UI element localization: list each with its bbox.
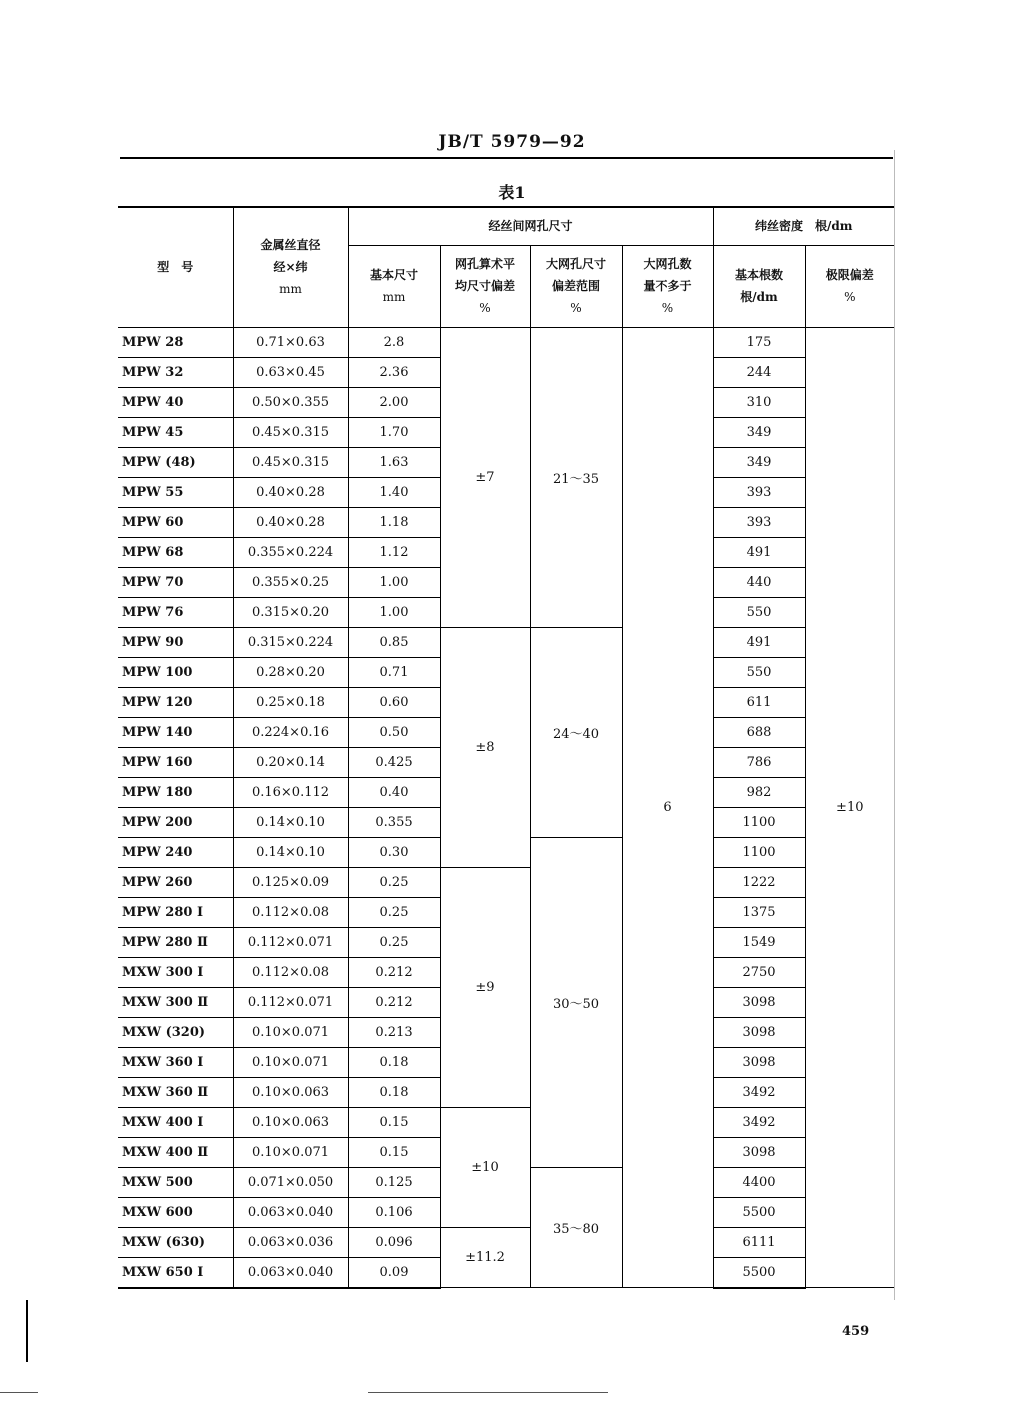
header-basic-count-unit: 根/dm [740, 290, 778, 304]
header-limit-deviation-line1: 极限偏差 [825, 268, 874, 282]
basic-size-cell: 0.355 [348, 807, 440, 837]
wire-diameter-cell: 0.112×0.071 [233, 927, 348, 957]
basic-count-cell: 3492 [713, 1107, 805, 1137]
basic-size-cell: 2.00 [348, 387, 440, 417]
wire-diameter-cell: 0.10×0.071 [233, 1017, 348, 1047]
table-row [118, 1227, 894, 1257]
avg-deviation-cell: ±7 [440, 327, 530, 627]
basic-size-cell: 1.40 [348, 477, 440, 507]
basic-count-cell: 4400 [713, 1167, 805, 1197]
document-header: JB/T 5979—92 [438, 132, 586, 152]
basic-size-cell: 0.25 [348, 897, 440, 927]
basic-size-cell: 0.71 [348, 657, 440, 687]
basic-count-cell: 175 [713, 327, 805, 357]
basic-size-cell: 0.15 [348, 1107, 440, 1137]
bottom-edge-line [368, 1392, 608, 1393]
model-cell: MPW 160 [118, 747, 233, 777]
model-cell: MPW 45 [118, 417, 233, 447]
large-count-cell: 6 [622, 327, 713, 1288]
margin-line [26, 1300, 28, 1362]
model-cell: MXW 300 Ⅰ [118, 957, 233, 987]
basic-size-cell: 2.36 [348, 357, 440, 387]
model-cell: MPW 55 [118, 477, 233, 507]
basic-count-cell: 244 [713, 357, 805, 387]
model-cell: MPW (48) [118, 447, 233, 477]
table-row [118, 867, 894, 897]
header-avg-deviation-unit: % [479, 301, 491, 315]
basic-count-cell: 440 [713, 567, 805, 597]
model-cell: MXW 400 Ⅱ [118, 1137, 233, 1167]
basic-count-cell: 982 [713, 777, 805, 807]
model-cell: MPW 68 [118, 537, 233, 567]
model-cell: MPW 280 Ⅱ [118, 927, 233, 957]
basic-size-cell: 0.09 [348, 1257, 440, 1288]
basic-size-cell: 2.8 [348, 327, 440, 357]
header-basic-count-line1: 基本根数 [735, 268, 784, 282]
model-cell: MXW 400 Ⅰ [118, 1107, 233, 1137]
header-avg-deviation-line2: 均尺寸偏差 [454, 279, 515, 293]
wire-diameter-cell: 0.224×0.16 [233, 717, 348, 747]
model-cell: MPW 76 [118, 597, 233, 627]
model-cell: MPW 90 [118, 627, 233, 657]
header-model: 型 号 [118, 207, 233, 327]
basic-size-cell: 1.63 [348, 447, 440, 477]
basic-size-cell: 0.60 [348, 687, 440, 717]
wire-mesh-spec-table [118, 206, 894, 1289]
basic-size-cell: 0.25 [348, 927, 440, 957]
header-large-deviation [530, 245, 622, 327]
basic-size-cell: 0.50 [348, 717, 440, 747]
model-cell: MPW 240 [118, 837, 233, 867]
wire-diameter-cell: 0.45×0.315 [233, 447, 348, 477]
basic-count-cell: 1100 [713, 837, 805, 867]
model-cell: MPW 70 [118, 567, 233, 597]
basic-count-cell: 310 [713, 387, 805, 417]
basic-size-cell: 0.213 [348, 1017, 440, 1047]
avg-deviation-cell: ±8 [440, 627, 530, 867]
header-avg-deviation-line1: 网孔算术平 [454, 257, 515, 271]
header-large-count-line2: 量不多于 [643, 279, 692, 293]
wire-diameter-cell: 0.16×0.112 [233, 777, 348, 807]
basic-count-cell: 550 [713, 657, 805, 687]
basic-size-cell: 0.425 [348, 747, 440, 777]
basic-size-cell: 0.15 [348, 1137, 440, 1167]
model-cell: MXW 500 [118, 1167, 233, 1197]
model-cell: MPW 180 [118, 777, 233, 807]
basic-size-cell: 0.096 [348, 1227, 440, 1257]
wire-diameter-cell: 0.10×0.071 [233, 1137, 348, 1167]
model-cell: MPW 280 Ⅰ [118, 897, 233, 927]
wire-diameter-cell: 0.71×0.63 [233, 327, 348, 357]
basic-size-cell: 1.18 [348, 507, 440, 537]
header-large-deviation-line2: 偏差范围 [551, 279, 600, 293]
avg-deviation-cell: ±9 [440, 867, 530, 1107]
wire-diameter-cell: 0.20×0.14 [233, 747, 348, 777]
wire-diameter-cell: 0.14×0.10 [233, 837, 348, 867]
large-deviation-cell: 21～35 [530, 327, 622, 627]
wire-diameter-cell: 0.112×0.08 [233, 897, 348, 927]
basic-count-cell: 550 [713, 597, 805, 627]
wire-diameter-cell: 0.315×0.20 [233, 597, 348, 627]
model-cell: MPW 28 [118, 327, 233, 357]
page-edge-line [894, 150, 895, 1300]
page-number: 459 [842, 1324, 870, 1339]
basic-size-cell: 0.212 [348, 987, 440, 1017]
large-deviation-cell: 30～50 [530, 837, 622, 1167]
basic-size-cell: 0.212 [348, 957, 440, 987]
basic-size-cell: 1.70 [348, 417, 440, 447]
basic-size-cell: 0.106 [348, 1197, 440, 1227]
header-limit-deviation [805, 245, 894, 327]
wire-diameter-cell: 0.112×0.071 [233, 987, 348, 1017]
model-cell: MPW 32 [118, 357, 233, 387]
basic-count-cell: 349 [713, 447, 805, 477]
wire-diameter-cell: 0.45×0.315 [233, 417, 348, 447]
model-cell: MXW (320) [118, 1017, 233, 1047]
basic-size-cell: 0.18 [348, 1047, 440, 1077]
basic-size-cell: 1.00 [348, 567, 440, 597]
header-density-group: 纬丝密度 根/dm [713, 207, 894, 245]
header-rule [120, 157, 893, 159]
wire-diameter-cell: 0.63×0.45 [233, 357, 348, 387]
basic-count-cell: 2750 [713, 957, 805, 987]
basic-size-cell: 0.25 [348, 867, 440, 897]
model-cell: MXW 360 Ⅱ [118, 1077, 233, 1107]
wire-diameter-cell: 0.14×0.10 [233, 807, 348, 837]
wire-diameter-cell: 0.40×0.28 [233, 507, 348, 537]
model-cell: MPW 260 [118, 867, 233, 897]
basic-count-cell: 3098 [713, 987, 805, 1017]
wire-diameter-cell: 0.25×0.18 [233, 687, 348, 717]
wire-diameter-cell: 0.063×0.036 [233, 1227, 348, 1257]
header-wire-diameter-line2: 经×纬 [273, 260, 308, 275]
basic-count-cell: 3492 [713, 1077, 805, 1107]
model-cell: MPW 100 [118, 657, 233, 687]
table-body [118, 327, 894, 1288]
wire-diameter-cell: 0.28×0.20 [233, 657, 348, 687]
basic-count-cell: 393 [713, 507, 805, 537]
model-cell: MPW 200 [118, 807, 233, 837]
basic-count-cell: 1375 [713, 897, 805, 927]
header-large-count [622, 245, 713, 327]
basic-count-cell: 5500 [713, 1197, 805, 1227]
basic-count-cell: 491 [713, 537, 805, 567]
basic-count-cell: 3098 [713, 1017, 805, 1047]
wire-diameter-cell: 0.10×0.071 [233, 1047, 348, 1077]
basic-count-cell: 3098 [713, 1137, 805, 1167]
model-cell: MPW 60 [118, 507, 233, 537]
basic-count-cell: 688 [713, 717, 805, 747]
header-wire-diameter-line1: 金属丝直径 [260, 238, 321, 253]
model-cell: MXW 600 [118, 1197, 233, 1227]
header-large-deviation-unit: % [570, 301, 582, 315]
header-basic-size [348, 245, 440, 327]
model-cell: MXW 300 Ⅱ [118, 987, 233, 1017]
header-avg-deviation [440, 245, 530, 327]
table-row [118, 627, 894, 657]
basic-count-cell: 1549 [713, 927, 805, 957]
wire-diameter-cell: 0.063×0.040 [233, 1197, 348, 1227]
large-deviation-cell: 35～80 [530, 1167, 622, 1288]
basic-count-cell: 786 [713, 747, 805, 777]
table-row [118, 1107, 894, 1137]
header-large-count-unit: % [661, 301, 674, 315]
basic-count-cell: 3098 [713, 1047, 805, 1077]
basic-count-cell: 5500 [713, 1257, 805, 1288]
basic-size-cell: 0.18 [348, 1077, 440, 1107]
header-wire-diameter [233, 207, 348, 327]
model-cell: MPW 120 [118, 687, 233, 717]
model-cell: MPW 40 [118, 387, 233, 417]
header-basic-count [713, 245, 805, 327]
header-wire-diameter-unit: mm [279, 282, 302, 297]
basic-count-cell: 393 [713, 477, 805, 507]
header-limit-deviation-unit: % [844, 290, 856, 304]
wire-diameter-cell: 0.50×0.355 [233, 387, 348, 417]
wire-diameter-cell: 0.125×0.09 [233, 867, 348, 897]
table-title: 表1 [498, 183, 526, 202]
large-deviation-cell: 24～40 [530, 627, 622, 837]
header-basic-size-line1: 基本尺寸 [369, 268, 418, 282]
header-aperture-group: 经丝间网孔尺寸 [348, 207, 713, 245]
basic-size-cell: 0.40 [348, 777, 440, 807]
table-row [118, 327, 894, 357]
basic-size-cell: 1.00 [348, 597, 440, 627]
basic-size-cell: 0.125 [348, 1167, 440, 1197]
limit-deviation-cell: ±10 [805, 327, 894, 1288]
model-cell: MXW (630) [118, 1227, 233, 1257]
header-large-deviation-line1: 大网孔尺寸 [545, 257, 606, 271]
model-cell: MXW 360 Ⅰ [118, 1047, 233, 1077]
wire-diameter-cell: 0.355×0.224 [233, 537, 348, 567]
wire-diameter-cell: 0.071×0.050 [233, 1167, 348, 1197]
basic-count-cell: 491 [713, 627, 805, 657]
basic-size-cell: 0.85 [348, 627, 440, 657]
basic-size-cell: 1.12 [348, 537, 440, 567]
header-basic-size-unit: mm [382, 290, 406, 304]
wire-diameter-cell: 0.315×0.224 [233, 627, 348, 657]
basic-count-cell: 1100 [713, 807, 805, 837]
wire-diameter-cell: 0.10×0.063 [233, 1077, 348, 1107]
header-large-count-line1: 大网孔数 [643, 257, 692, 271]
wire-diameter-cell: 0.112×0.08 [233, 957, 348, 987]
avg-deviation-cell: ±11.2 [440, 1227, 530, 1288]
wire-diameter-cell: 0.10×0.063 [233, 1107, 348, 1137]
wire-diameter-cell: 0.355×0.25 [233, 567, 348, 597]
basic-count-cell: 6111 [713, 1227, 805, 1257]
wire-diameter-cell: 0.40×0.28 [233, 477, 348, 507]
basic-size-cell: 0.30 [348, 837, 440, 867]
avg-deviation-cell: ±10 [440, 1107, 530, 1227]
bottom-edge-line [0, 1392, 38, 1393]
model-cell: MPW 140 [118, 717, 233, 747]
basic-count-cell: 611 [713, 687, 805, 717]
wire-diameter-cell: 0.063×0.040 [233, 1257, 348, 1288]
basic-count-cell: 349 [713, 417, 805, 447]
model-cell: MXW 650 Ⅰ [118, 1257, 233, 1288]
basic-count-cell: 1222 [713, 867, 805, 897]
